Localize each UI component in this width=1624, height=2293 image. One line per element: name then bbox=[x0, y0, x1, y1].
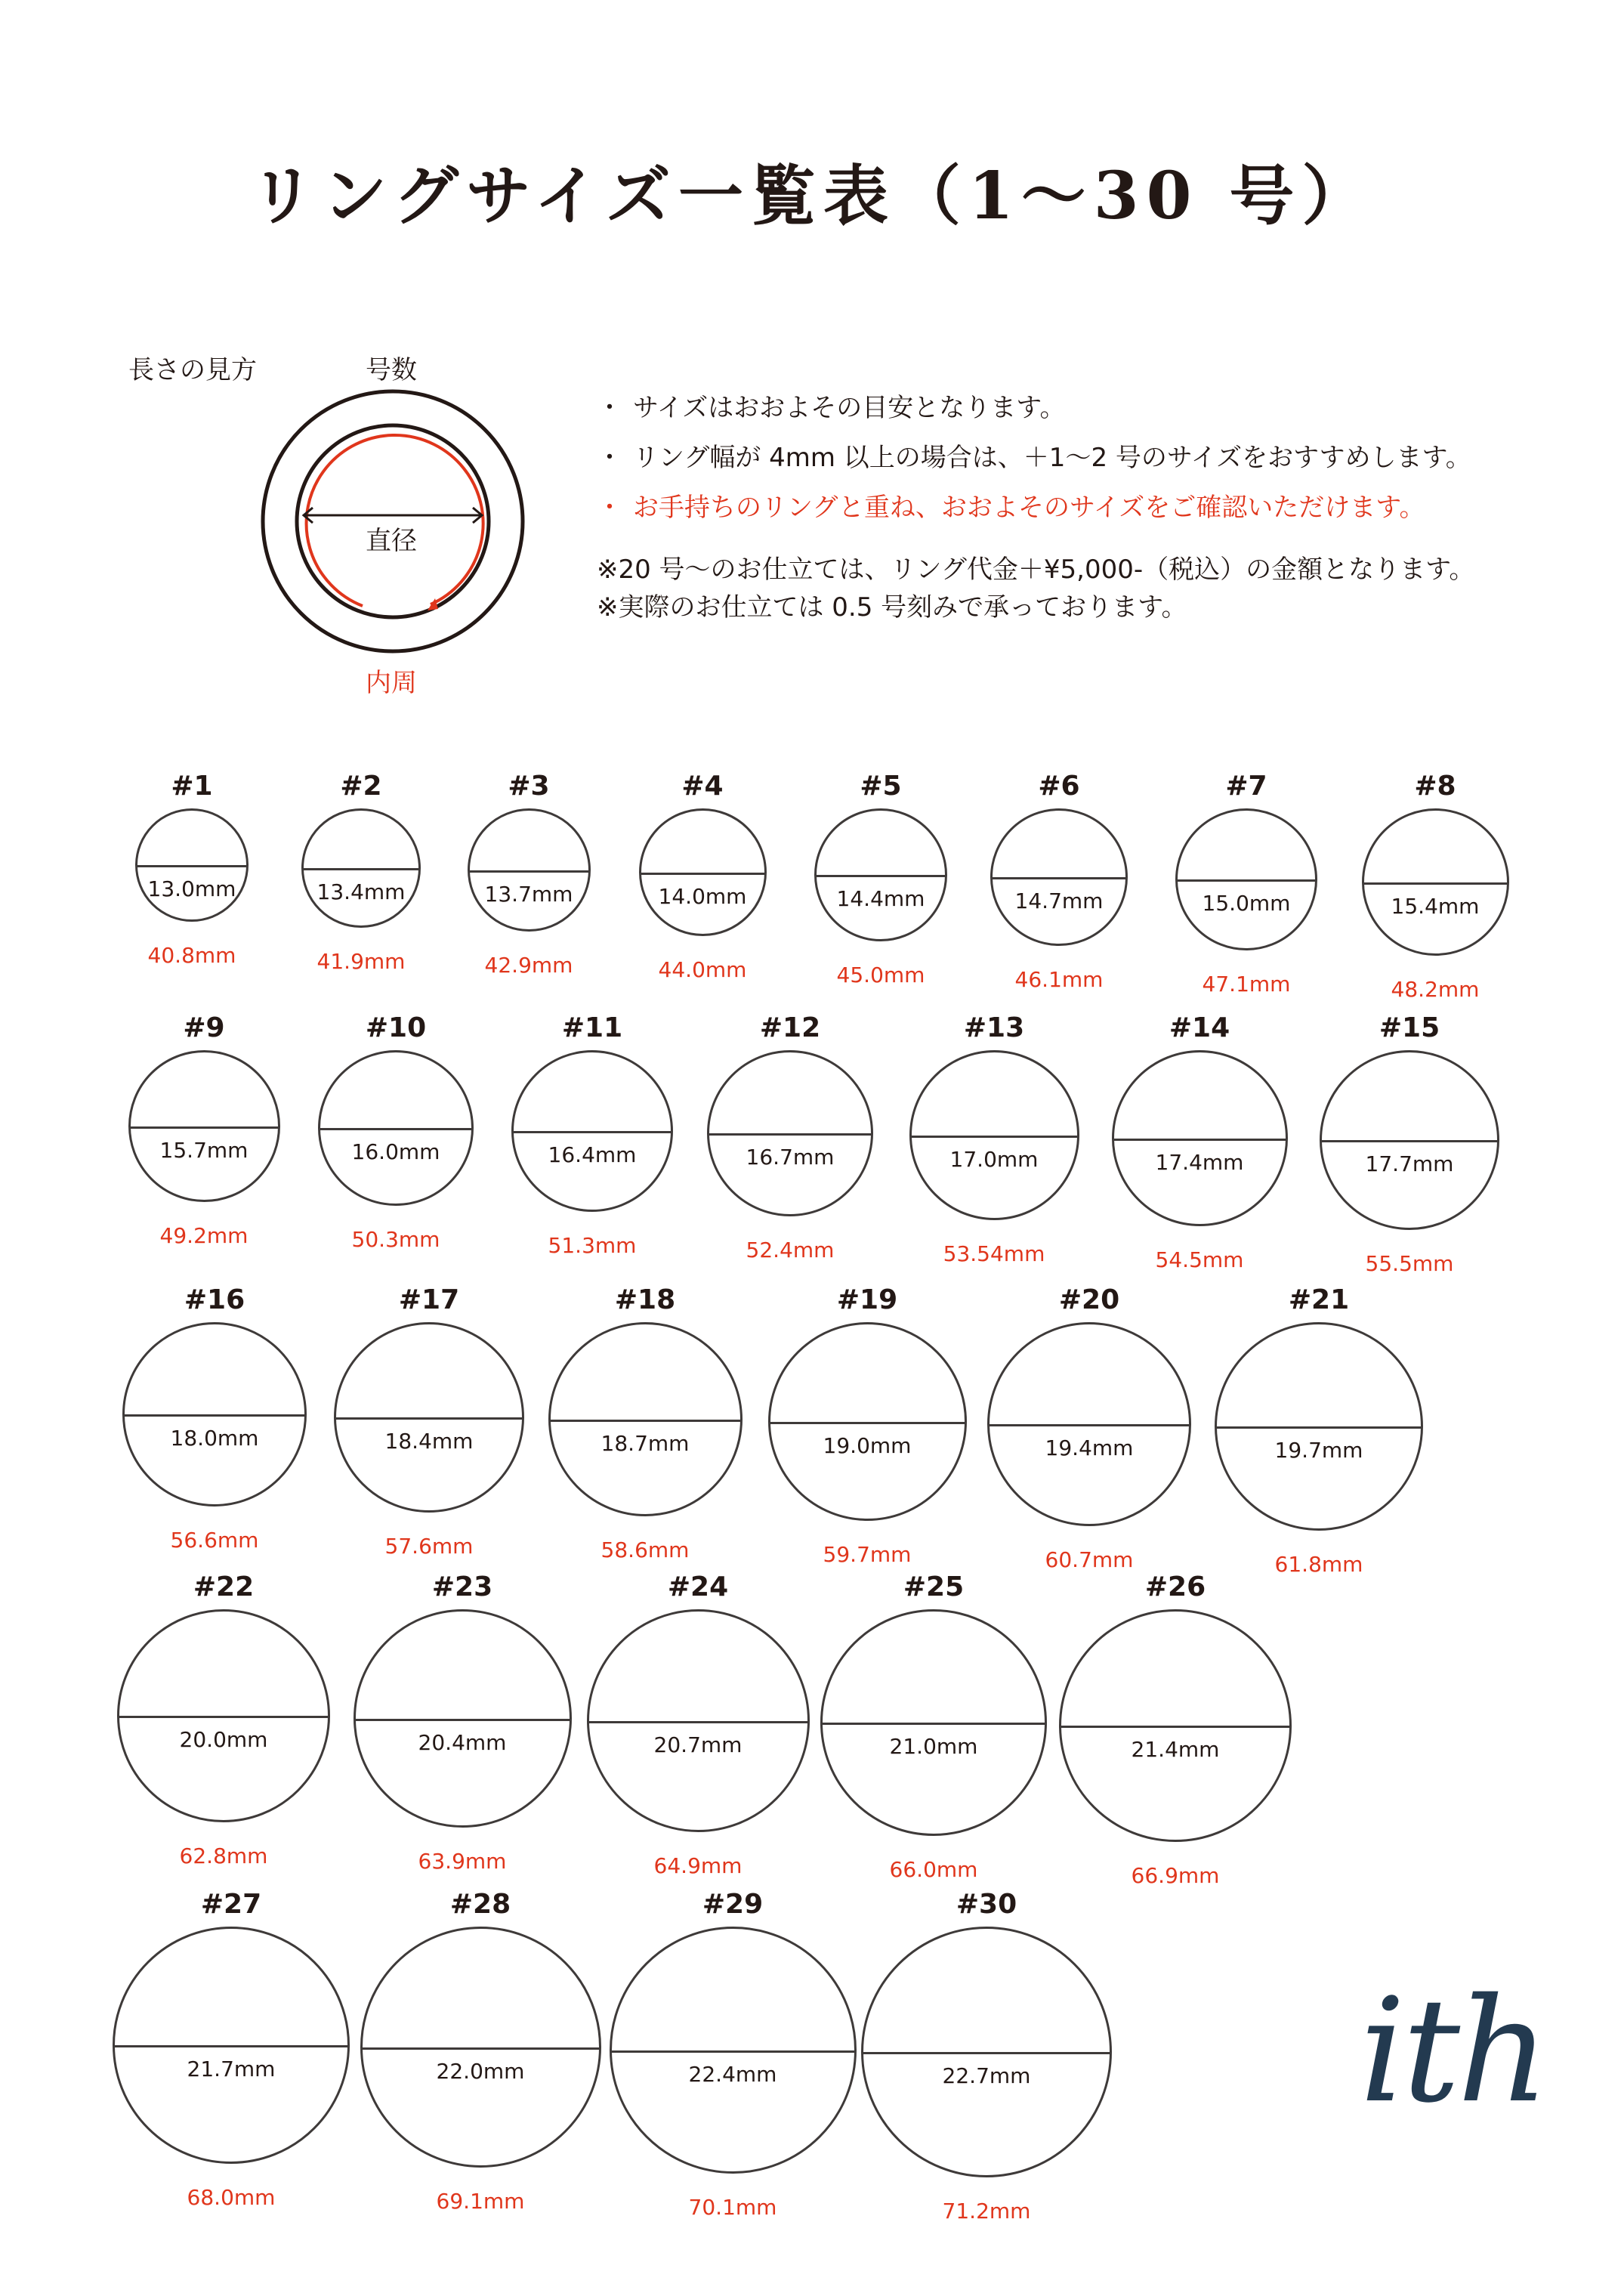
ring-size-item bbox=[354, 1571, 572, 1911]
ring-diameter-value: 20.4mm bbox=[418, 1729, 507, 1755]
ring-size-number: #1 bbox=[171, 771, 213, 802]
ring-size-number: #11 bbox=[561, 1012, 623, 1043]
ring-size-number: #29 bbox=[702, 1889, 764, 1920]
ring-size-item bbox=[983, 771, 1135, 1029]
ring-diameter-line bbox=[863, 2052, 1110, 2054]
diameter-label: 直径 bbox=[366, 526, 417, 556]
ring-size-number: #20 bbox=[1058, 1284, 1120, 1315]
ring-circle bbox=[1320, 1050, 1499, 1230]
ring-diameter-value: 14.7mm bbox=[1014, 888, 1104, 913]
ring-size-item bbox=[805, 771, 956, 1024]
ring-circumference-value: 60.7mm bbox=[1045, 1547, 1134, 1572]
ring-diameter-line bbox=[709, 1133, 871, 1136]
ring-circumference-value: 50.3mm bbox=[351, 1227, 440, 1252]
ring-size-number: #14 bbox=[1169, 1012, 1230, 1043]
ring-diameter-value: 21.7mm bbox=[187, 2057, 276, 2081]
ring-circumference-value: 48.2mm bbox=[1391, 977, 1480, 1002]
ring-circumference-value: 68.0mm bbox=[187, 2185, 276, 2210]
ring-circle bbox=[861, 1927, 1112, 2177]
ring-diameter-line bbox=[115, 2045, 347, 2047]
ring-circle bbox=[122, 1322, 307, 1507]
ring-diameter-value: 18.7mm bbox=[601, 1430, 690, 1456]
ring-diameter-line bbox=[1178, 879, 1315, 882]
ring-circle bbox=[814, 808, 947, 941]
ring-circumference-value: 55.5mm bbox=[1365, 1251, 1454, 1276]
ring-size-number: #2 bbox=[340, 771, 382, 802]
note-item: ※実際のお仕立ては 0.5 号刻みで承っております。 bbox=[597, 592, 1187, 623]
ring-diameter-value: 19.7mm bbox=[1274, 1438, 1363, 1463]
note-item: ・ リング幅が 4mm 以上の場合は、＋1〜2 号のサイズをおすすめします。 bbox=[597, 443, 1471, 473]
ring-circle bbox=[318, 1050, 474, 1206]
ring-size-number: #26 bbox=[1144, 1571, 1206, 1602]
ring-diameter-line bbox=[336, 1417, 522, 1420]
ring-circle bbox=[610, 1927, 857, 2174]
ring-diameter-value: 20.7mm bbox=[653, 1732, 743, 1757]
ring-size-number: #22 bbox=[193, 1571, 255, 1602]
ring-circumference-value: 61.8mm bbox=[1274, 1552, 1363, 1577]
ring-size-item bbox=[1059, 1571, 1292, 1925]
ring-size-item bbox=[360, 1889, 601, 2251]
ring-diameter-line bbox=[320, 1128, 471, 1130]
ring-diameter-value: 16.0mm bbox=[351, 1139, 440, 1164]
ring-diameter-line bbox=[817, 875, 945, 877]
ring-diameter-line bbox=[770, 1422, 965, 1424]
ring-diameter-value: 13.7mm bbox=[484, 881, 573, 907]
ring-diameter-line bbox=[131, 1126, 278, 1129]
ring-circumference-value: 57.6mm bbox=[384, 1534, 474, 1559]
ring-size-number: #19 bbox=[836, 1284, 898, 1315]
ring-circle bbox=[548, 1322, 743, 1516]
ring-circumference-value: 69.1mm bbox=[436, 2189, 525, 2214]
ring-diameter-value: 17.7mm bbox=[1365, 1151, 1454, 1176]
ring-size-item bbox=[610, 1889, 857, 2257]
ring-diameter-line bbox=[551, 1420, 740, 1422]
ring-circumference-value: 42.9mm bbox=[484, 953, 573, 978]
ring-diameter-line bbox=[125, 1414, 304, 1417]
ring-circumference-value: 66.9mm bbox=[1131, 1863, 1220, 1888]
ring-circle bbox=[1362, 808, 1509, 956]
ring-size-item bbox=[587, 1571, 810, 1915]
ring-size-number: #23 bbox=[431, 1571, 493, 1602]
note-item-highlight: ・ お手持ちのリングと重ね、おおよそのサイズをご確認いただけます。 bbox=[597, 493, 1425, 523]
ring-size-item bbox=[987, 1284, 1191, 1609]
ring-size-number: #21 bbox=[1288, 1284, 1350, 1315]
ring-size-number: #5 bbox=[860, 771, 902, 802]
ring-circle bbox=[909, 1050, 1079, 1220]
ring-circle bbox=[360, 1927, 601, 2168]
ring-size-item bbox=[627, 771, 778, 1019]
ring-circumference-value: 54.5mm bbox=[1155, 1247, 1244, 1272]
ring-diameter-line bbox=[1322, 1140, 1497, 1142]
ring-diameter-value: 18.0mm bbox=[170, 1426, 259, 1451]
ring-size-item bbox=[511, 1012, 673, 1295]
note-item: ・ サイズはおおよその目安となります。 bbox=[597, 393, 1066, 423]
ring-diameter-line bbox=[304, 868, 418, 870]
ring-diameter-line bbox=[641, 873, 764, 875]
ring-diameter-line bbox=[119, 1716, 328, 1718]
ring-circumference-value: 44.0mm bbox=[658, 957, 747, 982]
ring-circle bbox=[587, 1609, 810, 1832]
ring-circumference-value: 63.9mm bbox=[418, 1849, 507, 1874]
note-item: ※20 号〜のお仕立ては、リング代金＋¥5,000-（税込）の金額となります。 bbox=[597, 555, 1475, 585]
ring-size-item bbox=[128, 1012, 280, 1285]
ring-circle bbox=[334, 1322, 524, 1513]
ring-circle bbox=[128, 1050, 280, 1202]
bullet-icon: ・ bbox=[597, 493, 622, 523]
how-to-measure-label: 長さの見方 bbox=[128, 355, 257, 385]
ring-circle bbox=[1175, 808, 1317, 950]
ring-size-number: #10 bbox=[365, 1012, 427, 1043]
ring-diameter-value: 19.4mm bbox=[1045, 1435, 1134, 1460]
ring-circle bbox=[1059, 1609, 1292, 1842]
ring-circumference-value: 40.8mm bbox=[147, 943, 236, 968]
ring-diameter-value: 22.7mm bbox=[942, 2063, 1031, 2088]
ring-diameter-value: 20.0mm bbox=[179, 1727, 268, 1752]
ring-size-item bbox=[286, 771, 437, 1011]
ring-diameter-value: 15.4mm bbox=[1391, 893, 1480, 919]
ring-diameter-line bbox=[612, 2050, 854, 2053]
brand-logo: ith bbox=[1360, 1967, 1547, 2134]
ring-diameter-line bbox=[137, 865, 246, 867]
size-number-label: 号数 bbox=[366, 355, 417, 385]
ring-circumference-value: 41.9mm bbox=[316, 949, 406, 974]
ring-diameter-line bbox=[1217, 1426, 1421, 1429]
ring-diameter-value: 13.0mm bbox=[147, 876, 236, 901]
ring-circumference-value: 71.2mm bbox=[942, 2199, 1031, 2223]
ring-size-item bbox=[453, 771, 604, 1015]
ring-size-number: #7 bbox=[1225, 771, 1267, 802]
ring-diameter-line bbox=[823, 1723, 1045, 1725]
ring-circumference-value: 59.7mm bbox=[823, 1542, 912, 1567]
ring-circumference-value: 47.1mm bbox=[1202, 972, 1291, 997]
ring-circumference-value: 70.1mm bbox=[688, 2195, 777, 2220]
ring-diameter-line bbox=[1364, 882, 1507, 885]
ring-size-item bbox=[113, 1889, 350, 2247]
ring-diameter-value: 21.4mm bbox=[1131, 1737, 1220, 1762]
ring-circle bbox=[117, 1609, 330, 1822]
ring-circumference-value: 45.0mm bbox=[836, 963, 925, 987]
ring-size-item bbox=[768, 1284, 967, 1604]
ring-size-item bbox=[1215, 1284, 1423, 1614]
ring-diameter-value: 17.4mm bbox=[1155, 1149, 1244, 1175]
ring-circle bbox=[639, 808, 767, 936]
ring-diameter-value: 13.4mm bbox=[316, 879, 406, 904]
ring-circle bbox=[1215, 1322, 1423, 1531]
ring-diameter-value: 15.7mm bbox=[159, 1137, 249, 1163]
ring-circle bbox=[768, 1322, 967, 1521]
ring-circle bbox=[135, 808, 249, 922]
ring-size-item bbox=[820, 1571, 1047, 1919]
ring-size-number: #3 bbox=[508, 771, 550, 802]
ring-circle bbox=[990, 808, 1128, 946]
ring-diameter-value: 21.0mm bbox=[889, 1734, 978, 1759]
ring-circumference-value: 66.0mm bbox=[889, 1857, 978, 1882]
ring-circle bbox=[511, 1050, 673, 1212]
ring-circumference-value: 58.6mm bbox=[601, 1537, 690, 1562]
ring-size-item bbox=[1112, 1012, 1288, 1309]
ring-circle bbox=[354, 1609, 572, 1828]
ring-size-number: #16 bbox=[184, 1284, 245, 1315]
ring-size-item bbox=[318, 1012, 474, 1289]
ring-circle bbox=[113, 1927, 350, 2164]
ring-size-number: #13 bbox=[963, 1012, 1025, 1043]
ring-diameter-value: 22.4mm bbox=[688, 2061, 777, 2087]
ring-size-number: #27 bbox=[200, 1889, 262, 1920]
ring-circle bbox=[301, 808, 421, 928]
ring-size-number: #4 bbox=[681, 771, 724, 802]
ring-size-number: #15 bbox=[1379, 1012, 1440, 1043]
inner-circumference-label: 内周 bbox=[366, 668, 417, 698]
ring-size-number: #28 bbox=[449, 1889, 511, 1920]
ring-size-item bbox=[117, 1571, 330, 1905]
ring-circumference-value: 56.6mm bbox=[170, 1528, 259, 1553]
ring-diameter-line bbox=[993, 877, 1125, 879]
ring-size-item bbox=[1360, 771, 1511, 1039]
ring-diameter-line bbox=[363, 2047, 599, 2050]
ring-diameter-line bbox=[470, 870, 588, 873]
ring-diameter-value: 14.4mm bbox=[836, 886, 925, 911]
ring-size-item bbox=[334, 1284, 524, 1596]
ring-diameter-value: 16.4mm bbox=[548, 1142, 637, 1167]
ring-circle bbox=[707, 1050, 873, 1216]
ring-size-number: #17 bbox=[398, 1284, 460, 1315]
ring-circumference-value: 62.8mm bbox=[179, 1843, 268, 1868]
ring-size-number: #30 bbox=[956, 1889, 1017, 1920]
ring-size-item bbox=[548, 1284, 743, 1599]
page-title: リングサイズ一覧表（1〜30 号） bbox=[249, 158, 1375, 234]
ring-size-item bbox=[1171, 771, 1322, 1034]
ring-size-number: #25 bbox=[903, 1571, 965, 1602]
ring-size-number: #12 bbox=[759, 1012, 821, 1043]
ring-size-item bbox=[1320, 1012, 1499, 1313]
ring-size-number: #6 bbox=[1038, 771, 1080, 802]
ring-circumference-value: 51.3mm bbox=[548, 1233, 637, 1258]
ring-diameter-line bbox=[1061, 1726, 1289, 1728]
ring-circumference-value: 49.2mm bbox=[159, 1223, 249, 1248]
ring-size-item bbox=[707, 1012, 873, 1299]
ring-diameter-value: 15.0mm bbox=[1202, 891, 1291, 916]
bullet-icon: ・ bbox=[597, 443, 622, 473]
ring-circumference-value: 46.1mm bbox=[1014, 967, 1104, 992]
bullet-icon: ・ bbox=[597, 393, 622, 423]
ring-circle bbox=[987, 1322, 1191, 1526]
ring-size-item bbox=[861, 1889, 1112, 2261]
ring-diameter-value: 22.0mm bbox=[436, 2058, 525, 2084]
ring-circumference-value: 52.4mm bbox=[746, 1238, 835, 1262]
ring-size-item bbox=[909, 1012, 1079, 1303]
ring-diameter-value: 14.0mm bbox=[658, 883, 747, 909]
ring-circle bbox=[468, 808, 591, 932]
ring-diameter-value: 17.0mm bbox=[949, 1146, 1039, 1172]
ring-circle bbox=[820, 1609, 1047, 1836]
ring-diameter-line bbox=[1114, 1139, 1286, 1141]
ring-size-item bbox=[116, 771, 267, 1005]
ring-diameter-value: 18.4mm bbox=[384, 1429, 474, 1454]
ring-diameter-value: 19.0mm bbox=[823, 1432, 912, 1458]
ring-diameter-line bbox=[514, 1131, 671, 1133]
ring-size-item bbox=[122, 1284, 307, 1590]
ring-size-number: #18 bbox=[614, 1284, 676, 1315]
ring-diameter-value: 16.7mm bbox=[746, 1145, 835, 1170]
ring-diameter-line bbox=[990, 1424, 1189, 1426]
ring-diameter-line bbox=[356, 1719, 570, 1721]
ring-size-number: #9 bbox=[183, 1012, 225, 1043]
ring-circumference-value: 64.9mm bbox=[653, 1853, 743, 1878]
ring-size-number: #24 bbox=[667, 1571, 729, 1602]
ring-circumference-value: 53.54mm bbox=[943, 1241, 1045, 1266]
ring-circle bbox=[1112, 1050, 1288, 1226]
ring-size-number: #8 bbox=[1414, 771, 1456, 802]
ring-diameter-line bbox=[912, 1136, 1077, 1138]
ring-diameter-line bbox=[589, 1721, 807, 1723]
